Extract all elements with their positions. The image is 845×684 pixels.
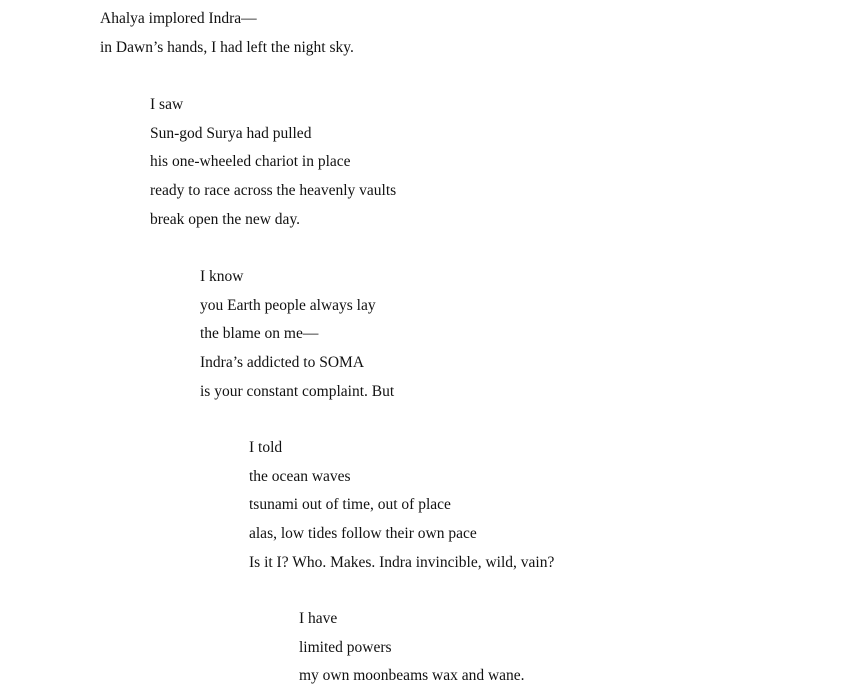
poem-line: the blame on me—	[200, 325, 319, 343]
poem-line: I know	[200, 268, 244, 285]
poem-line: the ocean waves	[249, 467, 351, 485]
poem-line: my own moonbeams wax and wane.	[299, 667, 525, 684]
stanza-1	[100, 5, 354, 62]
poem-line: I saw	[150, 96, 184, 113]
poem-line: in Dawn’s hands, I had left the night sky.	[100, 38, 354, 56]
poem-line: break open the new day.	[150, 210, 301, 228]
stanza-4	[249, 434, 554, 578]
poem-line: ready to race across the heavenly vaults	[150, 182, 397, 200]
poem-line: tsunami out of time, out of place	[249, 496, 451, 514]
poem-line: I told	[249, 439, 283, 456]
poem-line: limited powers	[299, 638, 392, 656]
poem-line: alas, low tides follow their own pace	[249, 525, 477, 543]
poem-line: Indra’s addicted to SOMA	[200, 354, 365, 372]
stanza-2	[150, 91, 396, 235]
poem-line: I have	[299, 610, 338, 627]
poem-line: is your constant complaint. But	[200, 382, 395, 400]
poem-line: Ahalya implored Indra—	[100, 10, 257, 27]
poem-line: you Earth people always lay	[200, 296, 376, 314]
stanza-3	[200, 263, 394, 407]
poem-line: Sun-god Surya had pulled	[150, 124, 312, 142]
poem-line: Is it I? Who. Makes. Indra invincible, wild, vain?	[249, 553, 555, 571]
stanza-5	[299, 605, 525, 684]
poem-line: his one-wheeled chariot in place	[150, 153, 351, 171]
